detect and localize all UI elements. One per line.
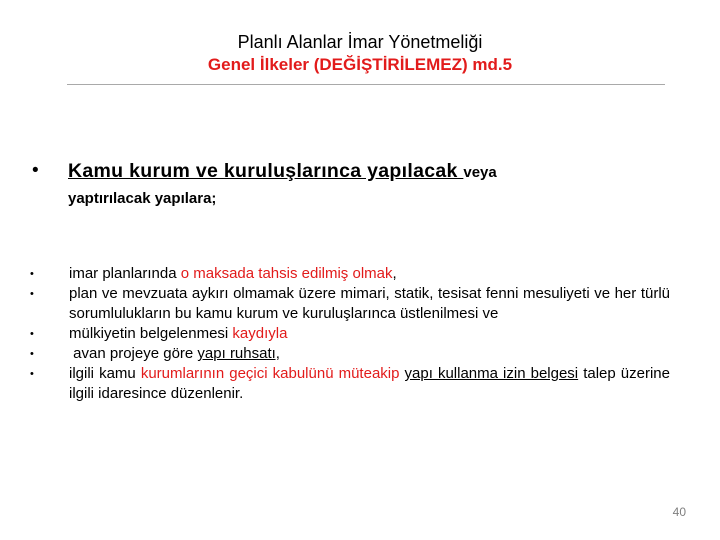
list-item xyxy=(30,264,680,284)
title-divider xyxy=(67,84,665,85)
underlined-text: yapı ruhsatı, xyxy=(197,345,280,362)
list-item xyxy=(30,284,680,324)
main-bullet-line-2: yaptırılacak yapılara; xyxy=(68,190,217,207)
main-bullet-line-1 xyxy=(68,158,497,186)
text-run: imar planlarında xyxy=(69,265,181,282)
title-line-2: Genel İlkeler (DEĞİŞTİRİLEMEZ) md.5 xyxy=(207,55,513,74)
list-item-text xyxy=(69,324,670,344)
list-item xyxy=(30,324,680,344)
list-item-text xyxy=(69,364,670,404)
condition-list xyxy=(30,264,680,404)
text-run: avan projeye göre xyxy=(69,345,198,362)
list-item-text xyxy=(69,344,670,364)
highlight-text: o maksada tahsis edilmiş olmak xyxy=(180,265,393,282)
list-item-text xyxy=(69,264,670,284)
bullet-symbol: • xyxy=(30,268,34,280)
main-bullet-large-text: Kamu kurum ve kuruluşlarınca yapılacak xyxy=(68,160,464,182)
bullet-symbol: • xyxy=(30,328,34,340)
highlight-text: kurumlarının geçici kabulünü müteakip xyxy=(140,365,400,382)
text-run: talep üzerine ilgili idaresince düzenlenir. xyxy=(69,365,670,402)
main-bullet-small-text: veya xyxy=(463,164,497,181)
text-run: , xyxy=(392,265,397,282)
bullet-symbol: • xyxy=(30,368,34,380)
underlined-text: yapı kullanma izin belgesi xyxy=(404,365,579,382)
bullet-symbol: • xyxy=(30,288,34,300)
slide-title xyxy=(60,30,660,76)
list-item xyxy=(30,344,680,364)
title-line-1: Planlı Alanlar İmar Yönetmeliği xyxy=(237,32,483,52)
list-item xyxy=(30,364,680,404)
highlight-text: kaydıyla xyxy=(232,325,288,342)
page-number: 40 xyxy=(672,505,686,519)
text-run: mülkiyetin belgelenmesi xyxy=(69,325,233,342)
text-run: ilgili kamu xyxy=(69,365,141,382)
main-bullet-symbol: • xyxy=(32,160,39,181)
list-item-text: plan ve mevzuata aykırı olmamak üzere mimari, statik, tesisat fenni mesuliyeti ve her türlü sorumlulukların bu kamu kurum ve kuruluşlarınca üstlenilmesi ve xyxy=(69,285,670,322)
bullet-symbol: • xyxy=(30,348,34,360)
